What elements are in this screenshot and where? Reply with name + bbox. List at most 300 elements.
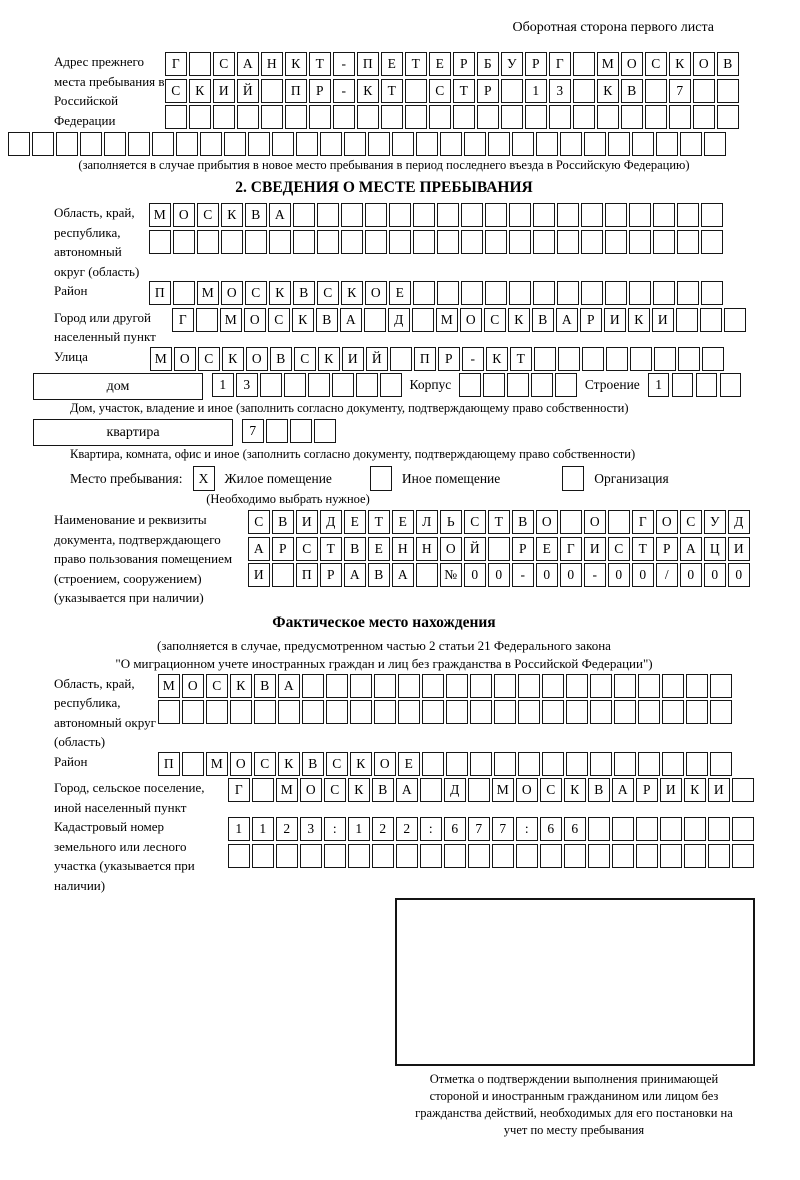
char-box: :	[420, 817, 442, 841]
char-box	[531, 373, 553, 397]
stay-type-checkbox-residential: X	[193, 466, 215, 491]
char-box: Р	[477, 79, 499, 103]
char-box	[104, 132, 126, 156]
char-box: 2	[372, 817, 394, 841]
char-box: К	[230, 674, 252, 698]
stay-type-note: (Необходимо выбрать нужное)	[206, 492, 370, 506]
char-box: А	[344, 563, 366, 587]
char-box	[461, 230, 483, 254]
prev-address-caption: (заполняется в случае прибытия в новое место пребывания в период последнего въезда в Российскую Федерацию)	[78, 158, 690, 172]
char-box: 7	[468, 817, 490, 841]
char-box: П	[285, 79, 307, 103]
char-box: К	[597, 79, 619, 103]
char-box: М	[206, 752, 228, 776]
char-box: В	[588, 778, 610, 802]
char-box	[272, 563, 294, 587]
char-box	[254, 700, 276, 724]
char-box: 1	[212, 373, 234, 397]
char-box: О	[365, 281, 387, 305]
char-box: О	[174, 347, 196, 371]
char-box	[509, 203, 531, 227]
char-box	[573, 52, 595, 76]
char-box: Т	[309, 52, 331, 76]
char-box	[518, 674, 540, 698]
char-box	[348, 844, 370, 868]
char-box: К	[357, 79, 379, 103]
char-box: О	[621, 52, 643, 76]
char-box: К	[269, 281, 291, 305]
cadastral-boxes-1	[228, 817, 754, 841]
char-box: Е	[381, 52, 403, 76]
char-box: Р	[438, 347, 460, 371]
char-box	[590, 700, 612, 724]
char-box	[453, 105, 475, 129]
char-box: Е	[536, 537, 558, 561]
char-box: :	[516, 817, 538, 841]
char-box: Е	[392, 510, 414, 534]
street-row	[8, 347, 760, 374]
char-box: И	[660, 778, 682, 802]
char-box	[365, 203, 387, 227]
char-box: К	[669, 52, 691, 76]
char-box: С	[296, 537, 318, 561]
char-box: Т	[381, 79, 403, 103]
char-box	[717, 79, 739, 103]
char-box: Р	[636, 778, 658, 802]
char-box	[717, 105, 739, 129]
char-box: А	[278, 674, 300, 698]
char-box: 0	[704, 563, 726, 587]
char-box	[413, 230, 435, 254]
char-box: В	[368, 563, 390, 587]
char-box	[300, 844, 322, 868]
char-box	[398, 700, 420, 724]
char-box	[518, 752, 540, 776]
char-box	[405, 79, 427, 103]
actual-district-label: Район	[54, 753, 88, 769]
char-box	[509, 230, 531, 254]
char-box: Д	[728, 510, 750, 534]
char-box	[605, 230, 627, 254]
char-box	[710, 700, 732, 724]
char-box	[686, 700, 708, 724]
char-box: С	[248, 510, 270, 534]
char-box: К	[341, 281, 363, 305]
char-box	[420, 778, 442, 802]
char-box: С	[608, 537, 630, 561]
char-box	[536, 132, 558, 156]
char-box	[560, 510, 582, 534]
char-box: К	[486, 347, 508, 371]
char-box	[302, 700, 324, 724]
actual-region-boxes-2	[158, 700, 732, 724]
char-box: 0	[680, 563, 702, 587]
char-box: -	[333, 79, 355, 103]
char-box	[252, 778, 274, 802]
char-box	[237, 105, 259, 129]
char-box	[660, 844, 682, 868]
char-box: А	[680, 537, 702, 561]
char-box: 1	[648, 373, 670, 397]
region-boxes-1	[149, 203, 723, 227]
char-box	[228, 844, 250, 868]
char-box	[708, 844, 730, 868]
char-box	[189, 52, 211, 76]
char-box	[412, 308, 434, 332]
char-box: О	[656, 510, 678, 534]
char-box	[605, 203, 627, 227]
stay-type-checkbox-organization	[562, 466, 584, 491]
char-box	[173, 281, 195, 305]
city-boxes	[172, 308, 746, 332]
char-box: Т	[510, 347, 532, 371]
char-box	[350, 674, 372, 698]
char-box	[608, 132, 630, 156]
char-box: И	[708, 778, 730, 802]
char-box	[405, 105, 427, 129]
char-box: Р	[580, 308, 602, 332]
char-box	[224, 132, 246, 156]
char-box	[293, 203, 315, 227]
char-box	[612, 844, 634, 868]
char-box: Е	[344, 510, 366, 534]
char-box	[413, 203, 435, 227]
char-box	[381, 105, 403, 129]
char-box	[573, 79, 595, 103]
char-box	[332, 373, 354, 397]
char-box	[392, 132, 414, 156]
char-box: С	[198, 347, 220, 371]
char-box: М	[220, 308, 242, 332]
house-row	[33, 373, 760, 400]
char-box	[485, 230, 507, 254]
char-box	[317, 203, 339, 227]
stroenie-boxes	[648, 373, 742, 397]
char-box	[653, 281, 675, 305]
char-box	[533, 230, 555, 254]
char-box	[693, 105, 715, 129]
char-box	[213, 105, 235, 129]
char-box: 1	[228, 817, 250, 841]
char-box: В	[316, 308, 338, 332]
char-box	[333, 105, 355, 129]
char-box: В	[245, 203, 267, 227]
char-box	[276, 844, 298, 868]
char-box	[196, 308, 218, 332]
char-box	[588, 844, 610, 868]
char-box	[660, 817, 682, 841]
char-box: В	[372, 778, 394, 802]
char-box: 0	[632, 563, 654, 587]
char-box: Й	[237, 79, 259, 103]
prev-address-boxes	[165, 52, 739, 132]
char-box: С	[326, 752, 348, 776]
char-box: К	[564, 778, 586, 802]
char-box	[614, 752, 636, 776]
char-box	[488, 537, 510, 561]
char-box: Р	[512, 537, 534, 561]
char-box	[446, 674, 468, 698]
char-box	[582, 347, 604, 371]
char-box: 0	[608, 563, 630, 587]
char-box: Ь	[440, 510, 462, 534]
char-box	[549, 105, 571, 129]
char-box	[470, 700, 492, 724]
char-box: М	[150, 347, 172, 371]
char-box: К	[318, 347, 340, 371]
char-box	[446, 700, 468, 724]
char-box	[701, 203, 723, 227]
char-box	[293, 230, 315, 254]
char-box	[581, 230, 603, 254]
char-box	[680, 132, 702, 156]
char-box	[374, 674, 396, 698]
char-box: О	[584, 510, 606, 534]
char-box	[272, 132, 294, 156]
district-row	[8, 281, 760, 308]
char-box	[341, 230, 363, 254]
char-box	[662, 700, 684, 724]
char-box	[540, 844, 562, 868]
char-box	[638, 674, 660, 698]
char-box: 0	[488, 563, 510, 587]
char-box	[702, 347, 724, 371]
char-box	[724, 308, 746, 332]
street-boxes	[150, 347, 724, 371]
char-box	[470, 752, 492, 776]
char-box	[636, 817, 658, 841]
char-box: С	[165, 79, 187, 103]
char-box: В	[512, 510, 534, 534]
char-box	[182, 700, 204, 724]
char-box	[296, 132, 318, 156]
char-box: С	[540, 778, 562, 802]
char-box: С	[254, 752, 276, 776]
char-box: И	[213, 79, 235, 103]
char-box	[494, 700, 516, 724]
char-box: 7	[669, 79, 691, 103]
house-label-box: дом	[33, 373, 203, 400]
char-box: К	[628, 308, 650, 332]
char-box	[261, 105, 283, 129]
char-box: Т	[405, 52, 427, 76]
char-box	[614, 674, 636, 698]
document-row	[8, 510, 760, 608]
char-box	[557, 203, 579, 227]
char-box: Л	[416, 510, 438, 534]
char-box	[266, 419, 288, 443]
char-box	[344, 132, 366, 156]
char-box	[470, 674, 492, 698]
confirmation-stamp-box	[395, 898, 755, 1066]
char-box	[350, 700, 372, 724]
char-box: И	[584, 537, 606, 561]
char-box: 3	[300, 817, 322, 841]
char-box: Й	[366, 347, 388, 371]
char-box	[710, 674, 732, 698]
char-box	[380, 373, 402, 397]
char-box	[662, 674, 684, 698]
region-boxes-2	[149, 230, 723, 254]
char-box	[128, 132, 150, 156]
document-boxes-1	[248, 510, 750, 534]
char-box: В	[270, 347, 292, 371]
char-box	[365, 230, 387, 254]
char-box	[564, 844, 586, 868]
stamp-caption: Отметка о подтверждении выполнения принимающей стороной и иностранным гражданином или лицом без гражданства действий, необходимых для его постановки на учет по месту пребывания	[415, 1072, 733, 1137]
char-box	[422, 674, 444, 698]
char-box	[669, 105, 691, 129]
char-box	[533, 203, 555, 227]
prev-address-label: Адрес прежнего места пребывания в Российской Федерации	[54, 54, 165, 128]
char-box: К	[222, 347, 244, 371]
char-box	[494, 752, 516, 776]
char-box	[710, 752, 732, 776]
char-box	[542, 674, 564, 698]
char-box	[638, 700, 660, 724]
char-box: А	[248, 537, 270, 561]
char-box: Д	[320, 510, 342, 534]
char-box: М	[276, 778, 298, 802]
char-box	[320, 132, 342, 156]
char-box	[314, 419, 336, 443]
char-box: Й	[464, 537, 486, 561]
char-box	[285, 105, 307, 129]
char-box	[182, 752, 204, 776]
char-box: И	[248, 563, 270, 587]
char-box: /	[656, 563, 678, 587]
char-box	[420, 844, 442, 868]
char-box: Е	[389, 281, 411, 305]
char-box	[590, 674, 612, 698]
char-box: О	[374, 752, 396, 776]
char-box	[732, 844, 754, 868]
char-box	[533, 281, 555, 305]
char-box: В	[254, 674, 276, 698]
char-box	[501, 105, 523, 129]
city-row	[8, 308, 760, 347]
char-box: Т	[368, 510, 390, 534]
char-box	[326, 700, 348, 724]
char-box	[389, 230, 411, 254]
stay-type-row	[8, 466, 760, 491]
char-box	[389, 203, 411, 227]
char-box: 6	[444, 817, 466, 841]
document-boxes-3	[248, 563, 750, 587]
char-box: Г	[172, 308, 194, 332]
char-box: Р	[272, 537, 294, 561]
char-box	[483, 373, 505, 397]
char-box	[516, 844, 538, 868]
actual-region-boxes-1	[158, 674, 732, 698]
char-box: И	[728, 537, 750, 561]
char-box	[152, 132, 174, 156]
char-box: А	[392, 563, 414, 587]
char-box	[261, 79, 283, 103]
char-box: С	[324, 778, 346, 802]
char-box	[308, 373, 330, 397]
char-box: П	[158, 752, 180, 776]
char-box	[501, 79, 523, 103]
char-box	[356, 373, 378, 397]
char-box	[693, 79, 715, 103]
char-box: А	[237, 52, 259, 76]
char-box	[260, 373, 282, 397]
char-box	[56, 132, 78, 156]
char-box	[653, 230, 675, 254]
actual-district-row	[8, 752, 760, 779]
char-box	[525, 105, 547, 129]
actual-region-label: Область, край, республика, автономный округ (область)	[54, 675, 156, 749]
char-box: К	[292, 308, 314, 332]
char-box: В	[344, 537, 366, 561]
char-box	[459, 373, 481, 397]
char-box: -	[462, 347, 484, 371]
char-box: О	[440, 537, 462, 561]
char-box: Р	[453, 52, 475, 76]
char-box	[149, 230, 171, 254]
char-box	[686, 752, 708, 776]
prev-address-row-1	[165, 52, 739, 76]
char-box: Т	[320, 537, 342, 561]
char-box: С	[645, 52, 667, 76]
char-box	[686, 674, 708, 698]
char-box: В	[293, 281, 315, 305]
char-box: С	[429, 79, 451, 103]
char-box	[534, 347, 556, 371]
char-box: О	[536, 510, 558, 534]
char-box	[494, 674, 516, 698]
char-box: А	[340, 308, 362, 332]
char-box: К	[684, 778, 706, 802]
char-box	[573, 105, 595, 129]
char-box: О	[221, 281, 243, 305]
char-box: У	[704, 510, 726, 534]
char-box	[684, 844, 706, 868]
char-box: С	[206, 674, 228, 698]
apartment-boxes	[242, 419, 336, 443]
house-number-boxes	[212, 373, 402, 397]
char-box	[677, 203, 699, 227]
char-box: П	[414, 347, 436, 371]
char-box	[446, 752, 468, 776]
char-box: И	[604, 308, 626, 332]
char-box	[629, 281, 651, 305]
page-side-note: Оборотная сторона первого листа	[512, 20, 714, 35]
city-label: Город или другой населенный пункт	[54, 309, 156, 344]
char-box: И	[296, 510, 318, 534]
char-box: В	[621, 79, 643, 103]
char-box: О	[460, 308, 482, 332]
char-box	[230, 700, 252, 724]
char-box: М	[158, 674, 180, 698]
char-box: Е	[368, 537, 390, 561]
char-box	[621, 105, 643, 129]
section2-title: 2. СВЕДЕНИЯ О МЕСТЕ ПРЕБЫВАНИЯ	[235, 179, 533, 196]
char-box	[512, 132, 534, 156]
street-label: Улица	[54, 348, 88, 364]
char-box	[672, 373, 694, 397]
char-box	[440, 132, 462, 156]
char-box: К	[278, 752, 300, 776]
char-box	[581, 281, 603, 305]
char-box	[645, 105, 667, 129]
char-box: М	[492, 778, 514, 802]
char-box	[464, 132, 486, 156]
korpus-label: Корпус	[409, 377, 452, 392]
char-box	[341, 203, 363, 227]
char-box	[677, 281, 699, 305]
